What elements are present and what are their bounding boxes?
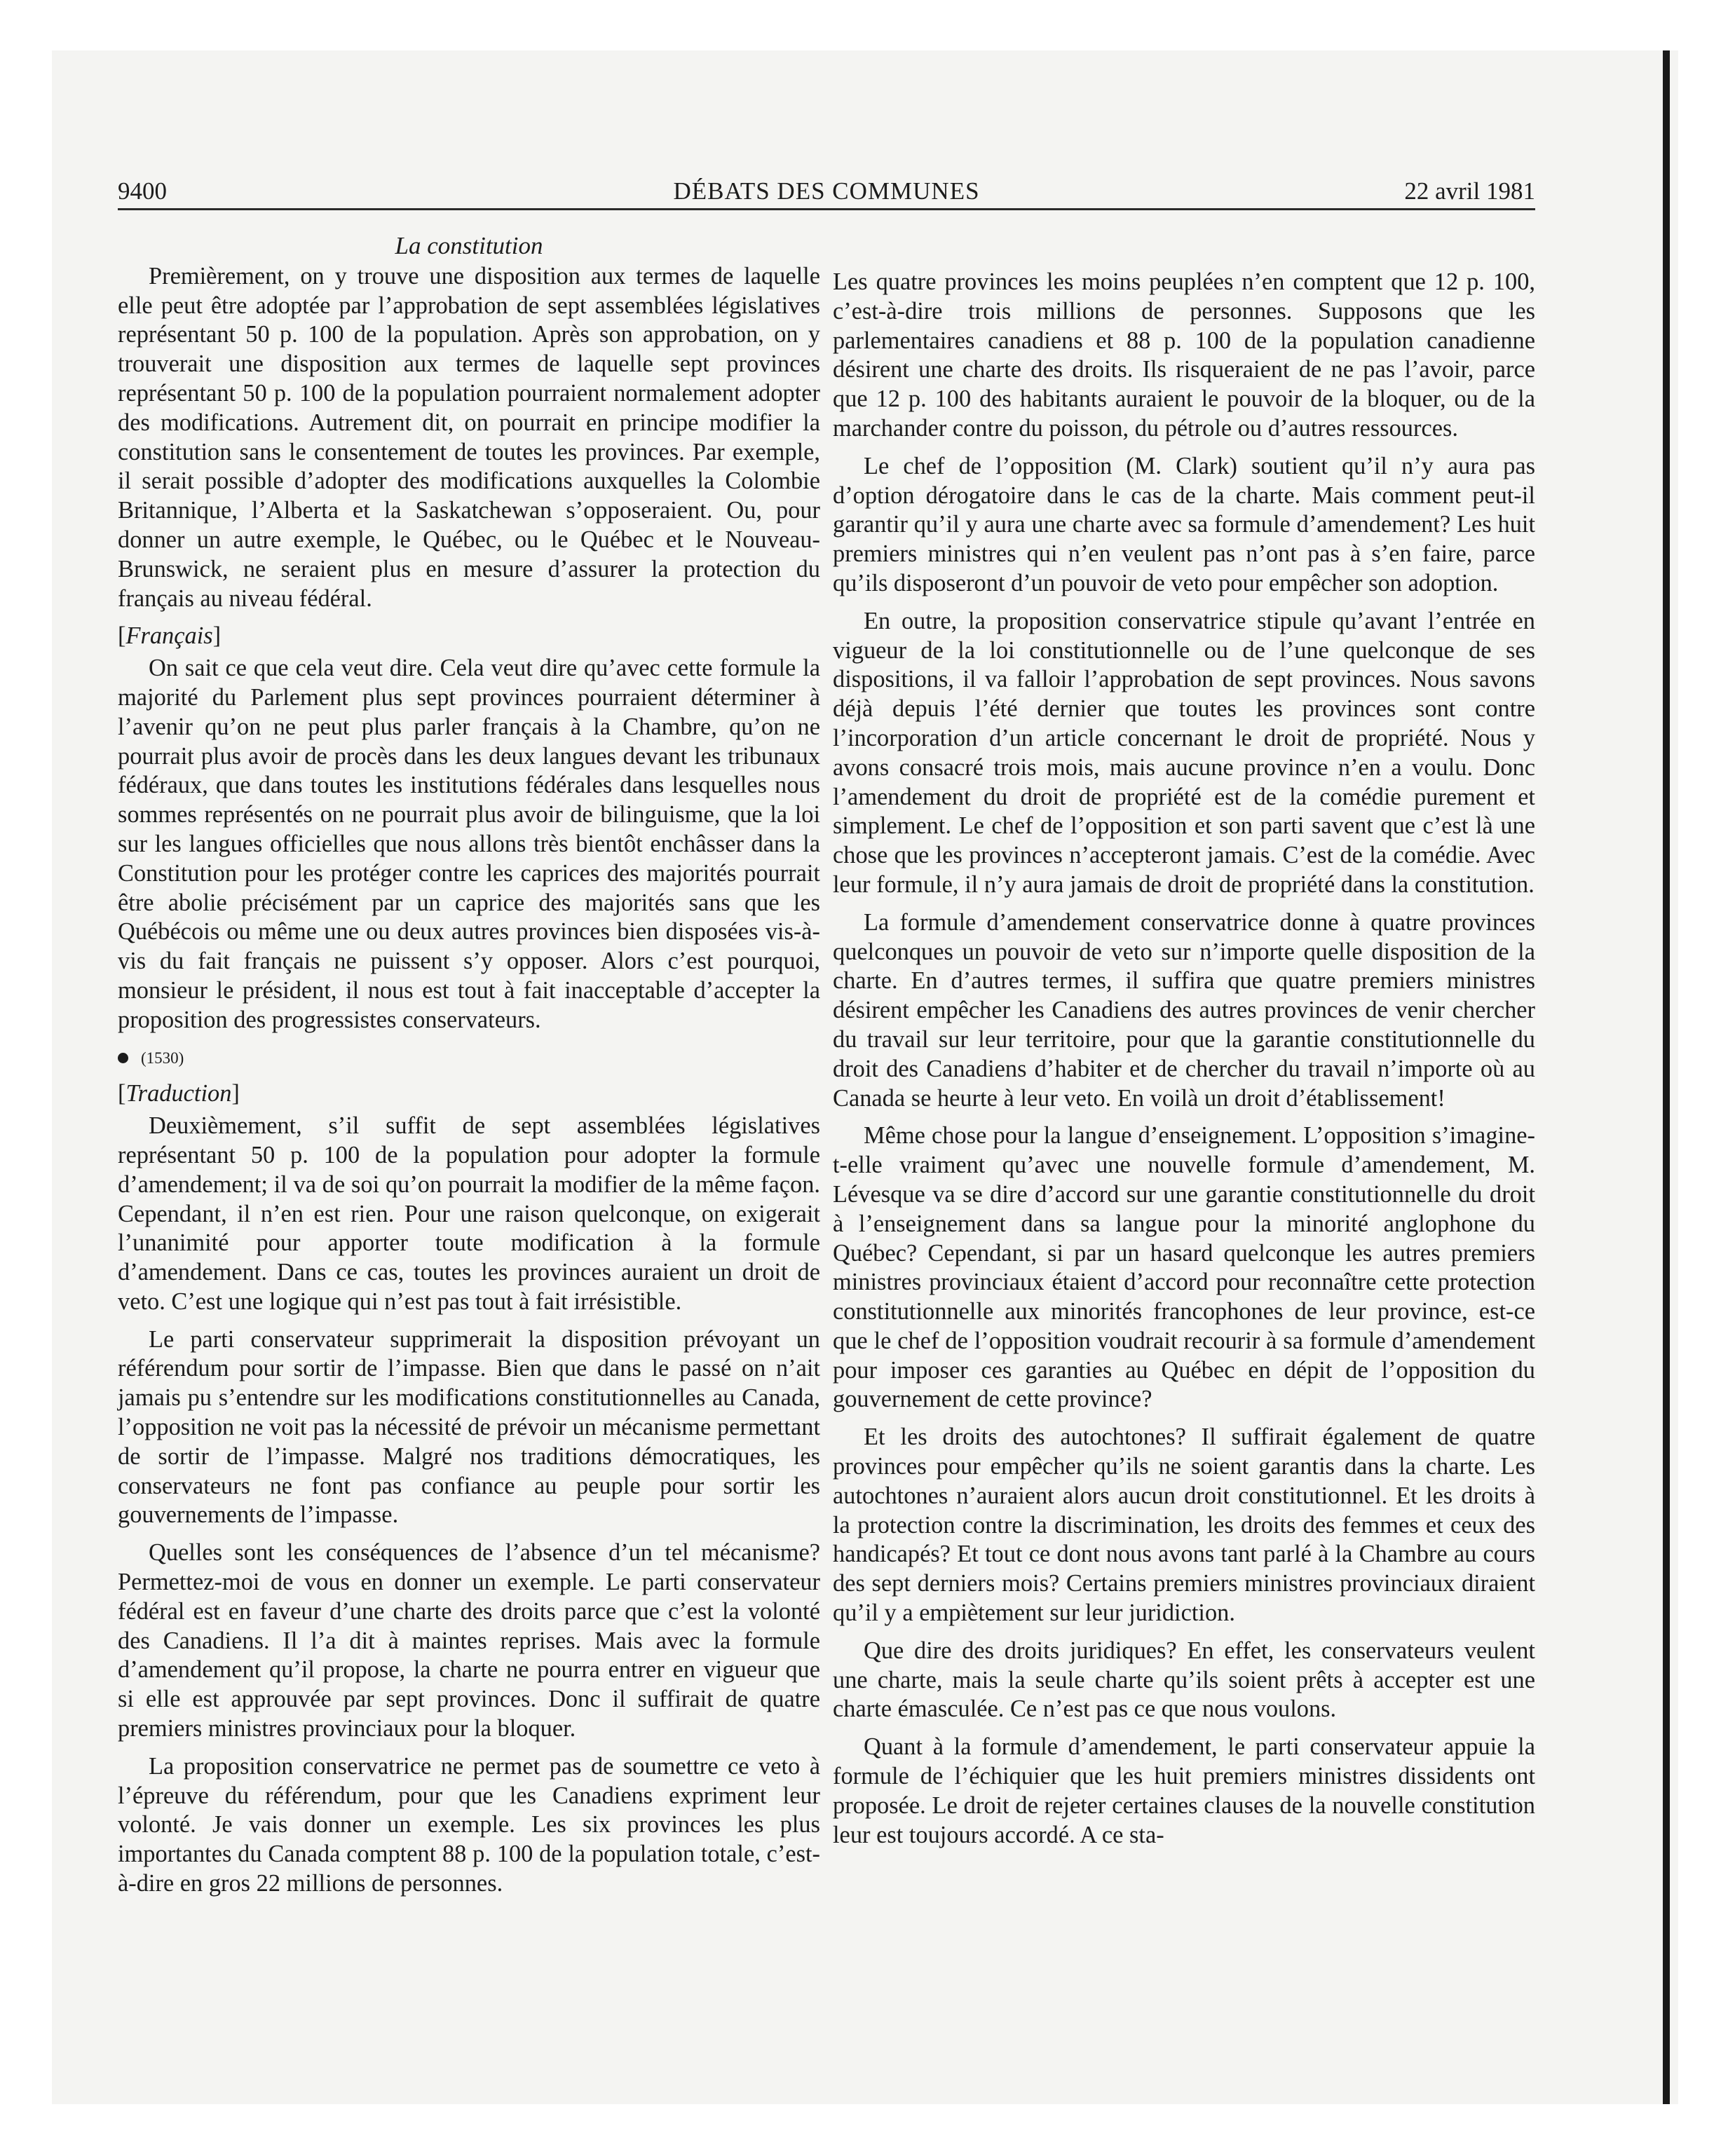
paragraph: Le parti conservateur supprimerait la disposition prévoyant un référendum pour sortir de l’impasse. Bien que dans le passé on n’ait jamais pu s’entendre sur les modifications constitutionnelles au Canada, l’opposition ne voit pas la nécessité de prévoir un mécanisme permettant de sortir de l’impasse. Malgré nos traditions démocratiques, les conservateurs ne font pas confiance au peuple pour sortir les gouvernements de l’impasse.: [118, 1325, 820, 1529]
paragraph: Deuxièmement, s’il suffit de sept assemblées législatives représentant 50 p. 100 de la population pour adopter la formule d’amendement; il va de soi qu’on pourrait la modifier de la même façon. Cependant, il n’en est rien. Pour une raison quelconque, on exigerait l’unanimité pour apporter toute modification à la formule d’amendement. Dans ce cas, toutes les provinces auraient un droit de veto. C’est une logique qui n’est pas tout à fait irrésistible.: [118, 1112, 820, 1315]
header-rule: [118, 208, 1535, 210]
page-header: [118, 177, 1535, 206]
paragraph: Les quatre provinces les moins peuplées n’en comptent que 12 p. 100, c’est-à-dire trois millions de personnes. Supposons que les parlementaires canadiens et 88 p. 100 de la population canadienne désirent une charte des droits. Ils risqueraient de ne pas l’avoir, parce que 12 p. 100 des habitants auraient le pouvoir de la bloquer, ou de la marchander contre du poisson, du pétrole ou d’autres ressources.: [833, 268, 1535, 442]
language-marker: [Traduction]: [118, 1080, 240, 1107]
timestamp-marker: [118, 1044, 820, 1073]
language-marker-text: Français: [125, 622, 213, 650]
paragraph: Premièrement, on y trouve une disposition aux termes de laquelle elle peut être adoptée par l’approbation de sept assemblées législatives représentant 50 p. 100 de la population. Après son approbation, on y trouverait une disposition aux termes de laquelle sept provinces représentant 50 p. 100 de la population pourraient normalement adopter des modifications. Autrement dit, on pourrait en principe modifier la constitution sans le consentement de toutes les provinces. Par exemple, il serait possible d’adopter des modifications auxquelles la Colombie Britannique, l’Alberta et la Saskatchewan s’opposeraient. Ou, pour donner un autre exemple, le Québec, ou le Québec et le Nouveau-Brunswick, ne seraient plus en mesure d’assurer la protection du français au niveau fédéral.: [118, 262, 820, 612]
paragraph: La proposition conservatrice ne permet pas de soumettre ce veto à l’épreuve du référendum, pour que les Canadiens expriment leur volonté. Je vais donner un exemple. Les six provinces les plus importantes du Canada comptent 88 p. 100 de la population totale, c’est-à-dire en gros 22 millions de personnes.: [118, 1752, 820, 1897]
left-column: [118, 231, 820, 1907]
paragraph: Quelles sont les conséquences de l’absence d’un tel mécanisme? Permettez-moi de vous en donner un exemple. Le parti conservateur fédéral est en faveur d’une charte des droits parce que c’est la volonté des Canadiens. Il l’a dit à maintes reprises. Mais avec la formule d’amendement qu’il propose, la charte ne pourra entrer en vigueur que si elle est approuvée par sept provinces. Donc il suffirait de quatre premiers ministres provinciaux pour la bloquer.: [118, 1539, 820, 1742]
language-marker: [Français]: [118, 622, 222, 650]
bullet-dot-icon: [118, 1053, 128, 1063]
page-number: 9400: [118, 177, 167, 205]
timestamp-text: (1530): [141, 1049, 184, 1067]
paragraph: Le chef de l’opposition (M. Clark) soutient qu’il n’y aura pas d’option dérogatoire dans le cas de la charte. Mais comment peut-il garantir qu’il y aura une charte avec sa formule d’amendement? Les huit premiers ministres qui n’en veulent pas n’ont pas à s’en faire, parce qu’ils disposeront d’un pouvoir de veto pour empêcher son adoption.: [833, 452, 1535, 596]
paragraph: Que dire des droits juridiques? En effet, les conservateurs veulent une charte, mais la seule charte qu’ils soient prêts à accepter est une charte émasculée. Ce n’est pas ce que nous voulons.: [833, 1637, 1535, 1723]
paragraph: En outre, la proposition conservatrice stipule qu’avant l’entrée en vigueur de la loi constitutionnelle ou de l’une quelconque de ses dispositions, il va falloir l’approbation de sept provinces. Nous savons déjà depuis l’été dernier que toutes les provinces sont contre l’incorporation d’un article concernant le droit de propriété. Nous y avons consacré trois mois, mais aucune province n’en a voulu. Donc l’amendement du droit de propriété est de la comédie purement et simplement. Le chef de l’opposition et son parti savent que c’est là une chose que les provinces n’accepteront jamais. C’est de la comédie. Avec leur formule, il n’y aura jamais de droit de propriété dans la constitution.: [833, 607, 1535, 898]
paragraph: Même chose pour la langue d’enseignement. L’opposition s’imagine-t-elle vraiment qu’avec une nouvelle formule d’amendement, M. Lévesque va se dire d’accord sur une garantie constitutionnelle du droit à l’enseignement dans sa langue pour la minorité anglophone du Québec? Cependant, si par un hasard quelconque les autres premiers ministres provinciaux étaient d’accord pour reconnaître cette protection constitutionnelle aux minorités francophones de leur province, est-ce que le chef de l’opposition voudrait recourir à sa formule d’amendement pour imposer ces garanties au Québec en dépit de l’opposition du gouvernement de cette province?: [833, 1122, 1535, 1413]
paragraph: Quant à la formule d’amendement, le parti conservateur appuie la formule de l’échiquier que les huit premiers ministres dissidents ont proposée. Le droit de rejeter certaines clauses de la nouvelle constitution leur est toujours accordé. A ce sta-: [833, 1733, 1535, 1848]
paragraph: Et les droits des autochtones? Il suffirait également de quatre provinces pour empêcher qu’ils ne soient garantis dans la charte. Les autochtones n’auraient alors aucun droit constitutionnel. Et les droits à la protection contre la discrimination, les droits des femmes et ceux des handicapés? Et tout ce dont nous avons tant parlé à la Chambre au cours des sept derniers mois? Certains premiers ministres provinciaux diraient qu’il y a empiètement sur leur juridiction.: [833, 1424, 1535, 1627]
paragraph: La formule d’amendement conservatrice donne à quatre provinces quelconques un pouvoir de veto sur n’importe quelle disposition de la charte. En d’autres termes, il suffira que quatre premiers ministres désirent empêcher les Canadiens des autres provinces de venir chercher du travail sur leur territoire, pour que la garantie constitutionnelle du droit des Canadiens d’habiter et de chercher du travail n’importe où au Canada se heurte à leur veto. En voilà un droit d’établissement!: [833, 908, 1535, 1112]
publication-title: DÉBATS DES COMMUNES: [673, 177, 980, 205]
section-title: La constitution: [395, 232, 543, 259]
right-column: [833, 268, 1535, 1858]
page-date: 22 avril 1981: [1404, 177, 1535, 205]
language-marker-text: Traduction: [125, 1080, 232, 1107]
scan-edge-shadow: [1663, 50, 1670, 2104]
paragraph: On sait ce que cela veut dire. Cela veut dire qu’avec cette formule la majorité du Parlement plus sept provinces pourraient déterminer à l’avenir qu’on ne peut plus parler français à la Chambre, qu’on ne pourrait plus avoir de procès dans les deux langues devant les tribunaux fédéraux, que dans toutes les institutions fédérales dans lesquelles nous sommes représentés on ne pourrait plus avoir de bilinguisme, que la loi sur les langues officielles que nous allons très bientôt enchâsser dans la Constitution pour les protéger contre les caprices des majorités pourrait être abolie précisément par un caprice des majorités sans que les Québécois ou même une ou deux autres provinces bien disposées vis-à-vis du fait français ne puissent s’y opposer. Alors c’est pourquoi, monsieur le président, il nous est tout à fait inacceptable d’accepter la proposition des progressistes conservateurs.: [118, 655, 820, 1033]
